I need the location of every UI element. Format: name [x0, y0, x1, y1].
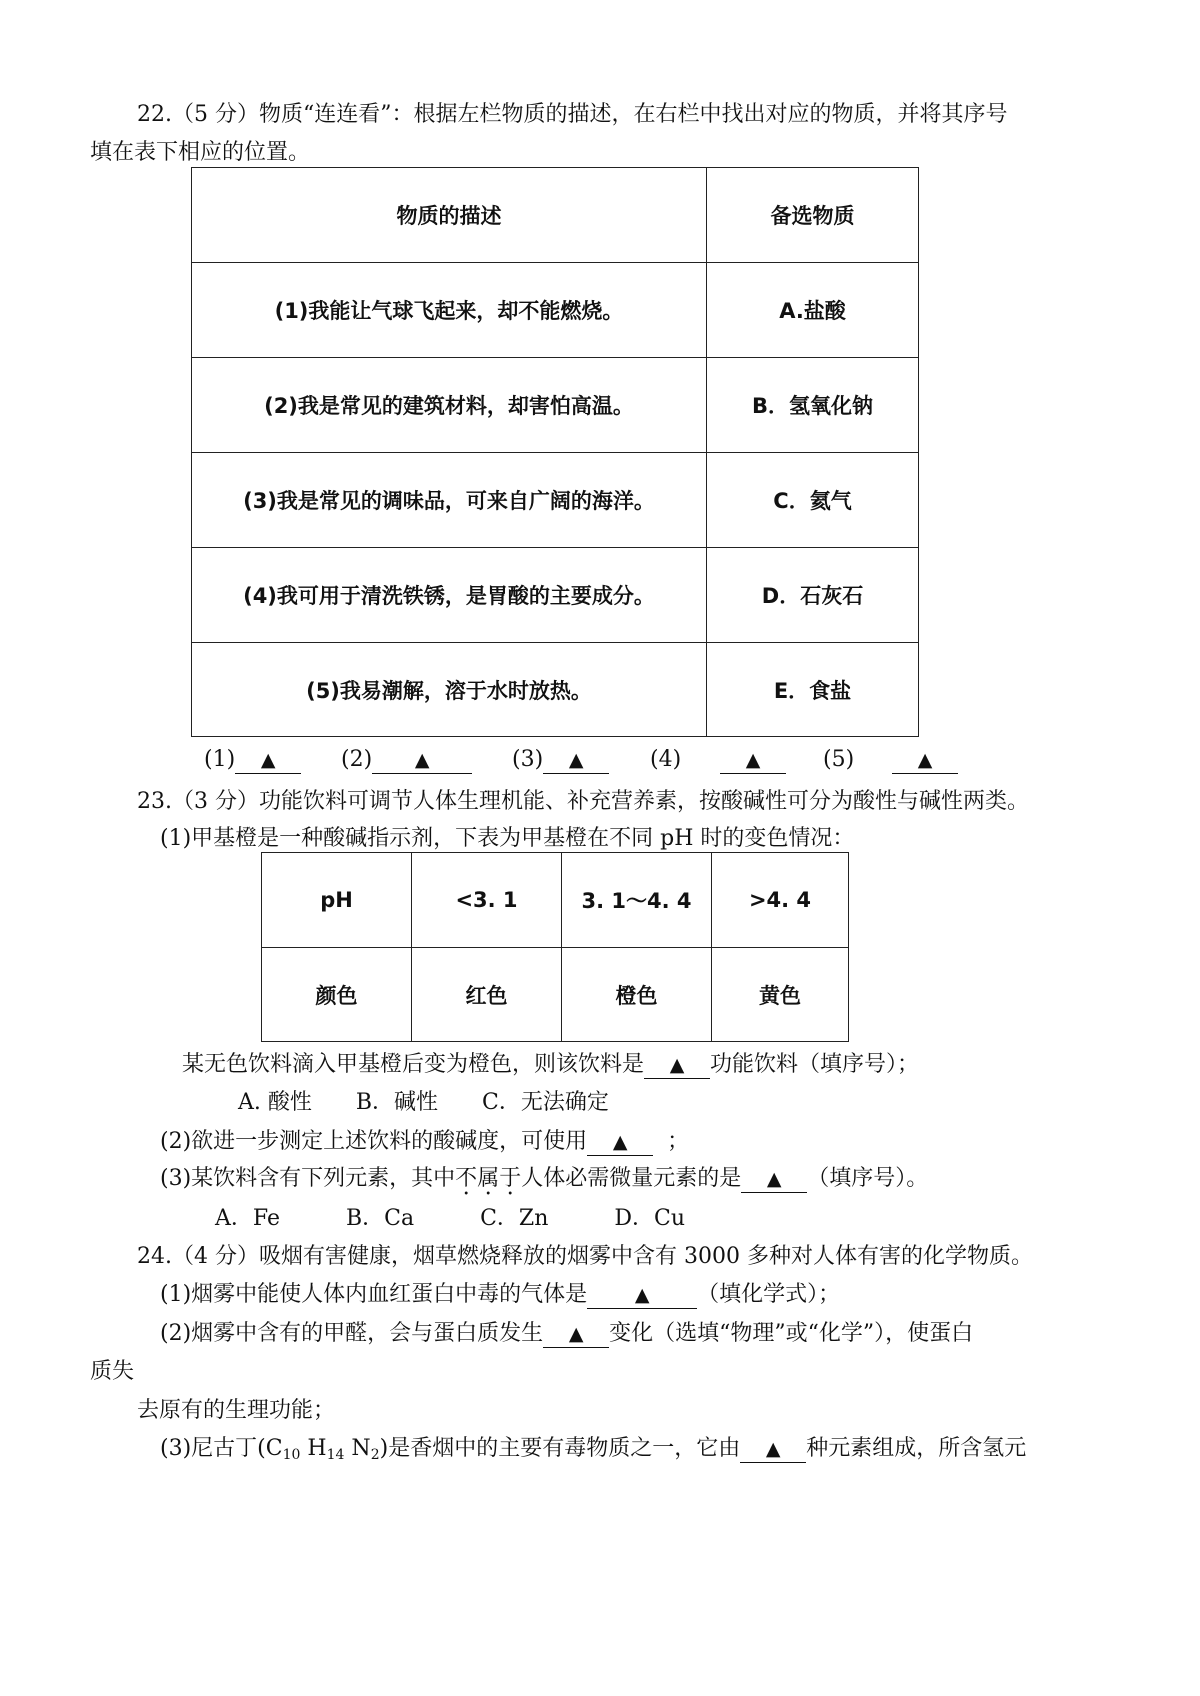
- q23-q3-blank[interactable]: [741, 1166, 807, 1193]
- q22-header-options: 备选物质: [707, 168, 919, 263]
- q22-row4-option: D．石灰石: [707, 548, 919, 643]
- triangle-icon: ▲: [745, 749, 761, 771]
- q23-q2-line: (2)欲进一步测定上述饮料的酸碱度，可使用 ▲ ；: [160, 1129, 690, 1154]
- answer-blank-2[interactable]: [372, 747, 472, 774]
- color-header: 颜色: [262, 948, 412, 1042]
- color-red: 红色: [412, 948, 562, 1042]
- q24-sub1-blank[interactable]: [587, 1282, 697, 1309]
- q22-answer-3: (3) ▲: [512, 745, 609, 775]
- q24-sub3: (3)尼古丁($C_{10}$ $H_{14}$ $N_2$)是香烟中的主要有毒物质之一，它由 ▲ 种元素组成，所含氢元: [160, 1436, 1027, 1463]
- q24-sub2-cont1: 质失: [90, 1359, 135, 1384]
- triangle-icon: ▲: [568, 1323, 584, 1345]
- q24-sub2-blank[interactable]: [543, 1321, 609, 1348]
- q23-q1-blank[interactable]: [644, 1052, 710, 1079]
- q22-row5-option: E．食盐: [707, 643, 919, 737]
- q23-q3-line: (3)某饮料含有下列元素，其中不属于人体必需微量元素的是 ▲ （填序号）。: [160, 1166, 929, 1191]
- q22-intro-line1: 22.（5 分）物质“连连看”：根据左栏物质的描述，在右栏中找出对应的物质，并将其序号: [137, 102, 1008, 127]
- ph-range-high: >4. 4: [712, 853, 849, 948]
- q22-row3-option: C．氦气: [707, 453, 919, 548]
- q22-answer-1: (1) ▲: [204, 745, 301, 775]
- q23-q2-blank[interactable]: [587, 1129, 653, 1156]
- triangle-icon: ▲: [766, 1168, 782, 1190]
- color-orange: 橙色: [562, 948, 712, 1042]
- q22-row2-description: (2)我是常见的建筑材料，却害怕高温。: [192, 358, 707, 453]
- q23-q1-options: A. 酸性 B．碱性 C．无法确定: [238, 1090, 609, 1115]
- q22-row5-description: (5)我易潮解，溶于水时放热。: [192, 643, 707, 737]
- q22-row2-option: B．氢氧化钠: [707, 358, 919, 453]
- q22-row1-option: A.盐酸: [707, 263, 919, 358]
- answer-blank-1[interactable]: [235, 747, 301, 774]
- q22-header-description: 物质的描述: [192, 168, 707, 263]
- triangle-icon: ▲: [634, 1284, 650, 1306]
- q22-intro-line2: 填在表下相应的位置。: [90, 140, 311, 165]
- answer-blank-4[interactable]: [720, 747, 786, 774]
- answer-blank-3[interactable]: [543, 747, 609, 774]
- q24-sub3-blank[interactable]: [740, 1436, 806, 1463]
- ph-range-low: <3. 1: [412, 853, 562, 948]
- triangle-icon: ▲: [260, 749, 276, 771]
- triangle-icon: ▲: [669, 1054, 685, 1076]
- ph-range-mid: 3. 1～4. 4: [562, 853, 712, 948]
- q23-intro: 23.（3 分）功能饮料可调节人体生理机能、补充营养素，按酸碱性可分为酸性与碱性两类。: [137, 789, 1029, 814]
- q24-sub2-cont2: 去原有的生理功能；: [137, 1398, 336, 1423]
- triangle-icon: ▲: [765, 1438, 781, 1460]
- q22-row1-description: (1)我能让气球飞起来，却不能燃烧。: [192, 263, 707, 358]
- q22-answer-2: (2) ▲: [341, 745, 472, 775]
- q22-answer-4: [720, 745, 786, 775]
- color-yellow: 黄色: [712, 948, 849, 1042]
- answer-blank-5[interactable]: [892, 747, 958, 774]
- q22-row4-description: (4)我可用于清洗铁锈，是胃酸的主要成分。: [192, 548, 707, 643]
- triangle-icon: ▲: [568, 749, 584, 771]
- q24-intro: 24.（4 分）吸烟有害健康，烟草燃烧释放的烟雾中含有 3000 多种对人体有害的化学物质。: [137, 1244, 1033, 1269]
- q23-sub1: (1)甲基橙是一种酸碱指示剂，下表为甲基橙在不同 pH 时的变色情况：: [160, 826, 855, 851]
- q23-q3-options: A．Fe B．Ca C．Zn D．Cu: [215, 1206, 686, 1231]
- q22-answer-5-label: (5): [823, 747, 855, 772]
- q24-sub1: (1)烟雾中能使人体内血红蛋白中毒的气体是 ▲ （填化学式）；: [160, 1282, 841, 1307]
- q22-matching-table: [191, 167, 919, 737]
- q23-q1-line: 某无色饮料滴入甲基橙后变为橙色，则该饮料是 ▲ 功能饮料（填序号）；: [182, 1052, 920, 1077]
- q23-ph-table: [261, 852, 849, 1042]
- q22-answer-5: [892, 745, 958, 775]
- q22-row3-description: (3)我是常见的调味品，可来自广阔的海洋。: [192, 453, 707, 548]
- triangle-icon: ▲: [414, 749, 430, 771]
- q24-sub2: (2)烟雾中含有的甲醛，会与蛋白质发生 ▲ 变化（选填“物理”或“化学”），使蛋白: [160, 1321, 974, 1346]
- triangle-icon: ▲: [917, 749, 933, 771]
- q22-answer-4-label: (4): [650, 747, 682, 772]
- triangle-icon: ▲: [612, 1131, 628, 1153]
- ph-header: pH: [262, 853, 412, 948]
